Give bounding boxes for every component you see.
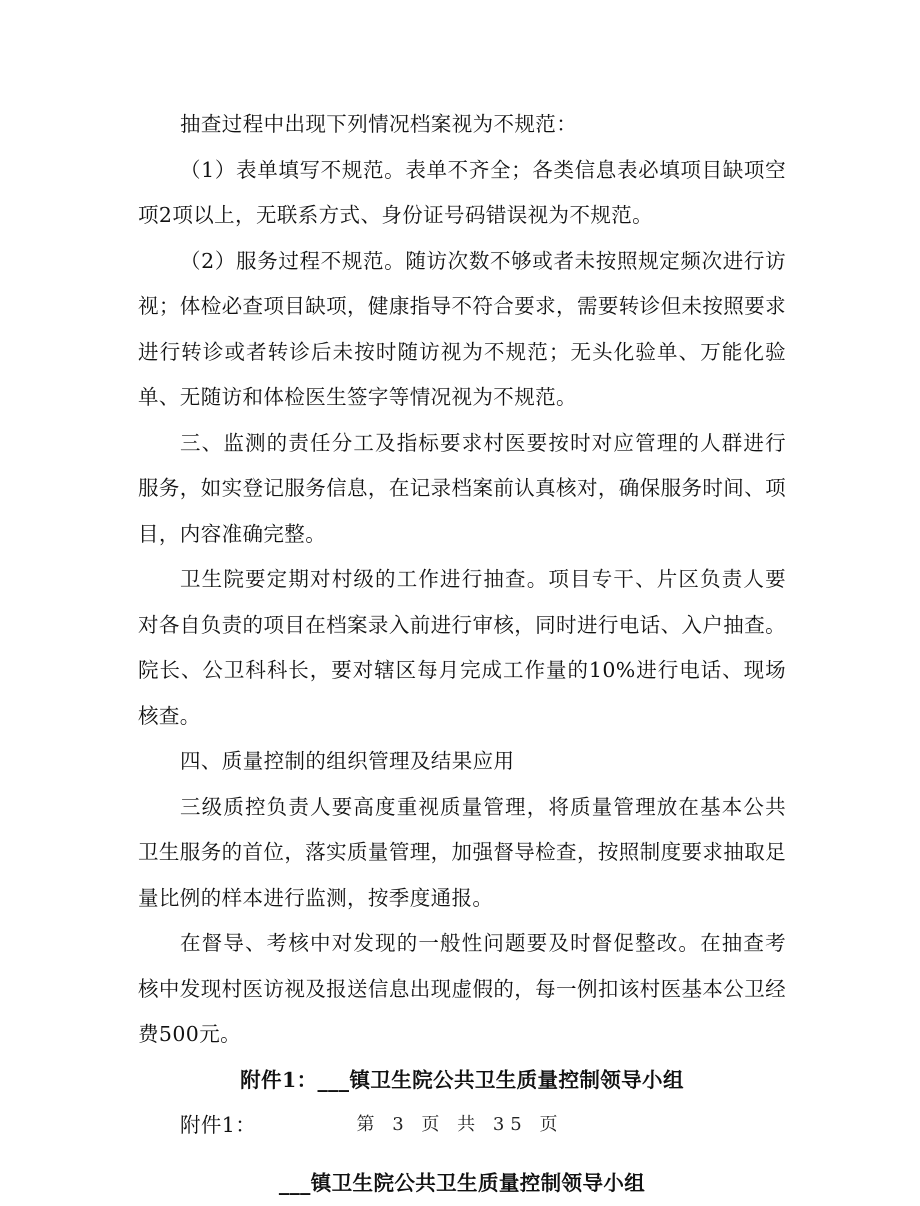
paragraph-rectification: 在督导、考核中对发现的一般性问题要及时督促整改。在抽查考核中发现村医访视及报送信息出现虚假的，每一例扣该村医基本公卫经费500元。	[138, 921, 786, 1058]
attachment-label: 附件1：	[138, 1103, 786, 1149]
paragraph-service-irregular: （2）服务过程不规范。随访次数不够或者未按照规定频次进行访视；体检必查项目缺项，健康指导不符合要求，需要转诊但未按照要求进行转诊或者转诊后未按时随访视为不规范；无头化验单、万能化验单、无随访和体检医生签字等情况视为不规范。	[138, 239, 786, 421]
paragraph-monitoring-responsibility: 三、监测的责任分工及指标要求村医要按时对应管理的人群进行服务，如实登记服务信息，在记录档案前认真核对，确保服务时间、项目，内容准确完整。	[138, 421, 786, 558]
attachment-heading: 附件1：___镇卫生院公共卫生质量控制领导小组	[138, 1058, 786, 1104]
paragraph-quality-management: 三级质控负责人要高度重视质量管理，将质量管理放在基本公共卫生服务的首位，落实质量管理，加强督导检查，按照制度要求抽取足量比例的样本进行监测，按季度通报。	[138, 785, 786, 922]
group-title: ___镇卫生院公共卫生质量控制领导小组	[138, 1161, 786, 1206]
document-body	[138, 102, 786, 1206]
paragraph-health-center-inspection: 卫生院要定期对村级的工作进行抽查。项目专干、片区负责人要对各自负责的项目在档案录入前进行审核，同时进行电话、入户抽查。院长、公卫科科长，要对辖区每月完成工作量的10%进行电话、现场核查。	[138, 557, 786, 739]
page-footer: 第 3 页 共 35 页	[0, 1110, 920, 1136]
paragraph-irregular-archives-intro: 抽查过程中出现下列情况档案视为不规范：	[138, 102, 786, 148]
paragraph-form-irregular: （1）表单填写不规范。表单不齐全；各类信息表必填项目缺项空项2项以上，无联系方式、身份证号码错误视为不规范。	[138, 148, 786, 239]
paragraph-section-four-title: 四、质量控制的组织管理及结果应用	[138, 739, 786, 785]
